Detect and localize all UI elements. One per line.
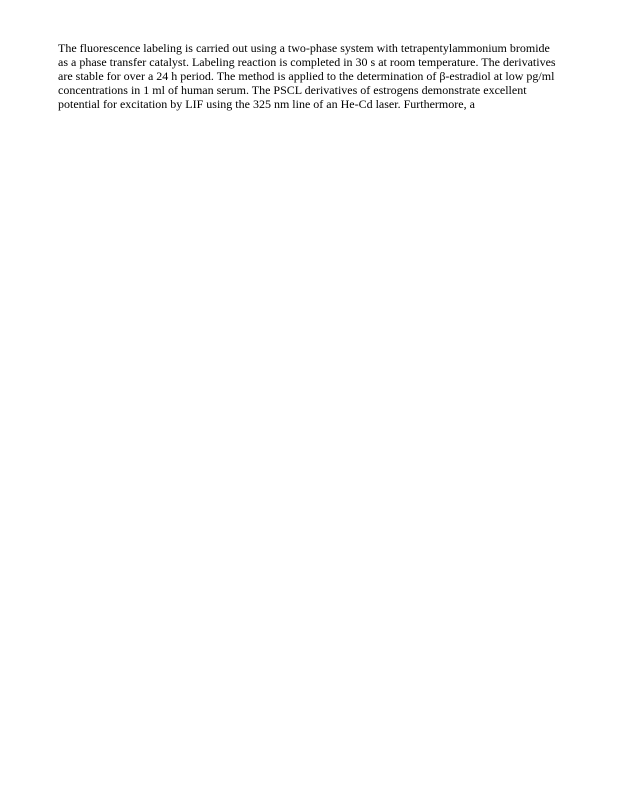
paragraph-line: The fluorescence labeling is carried out using a two-phase system with tetrapentylammonium bromide bbox=[58, 41, 550, 55]
body-paragraph bbox=[58, 41, 588, 111]
paragraph-line: are stable for over a 24 h period. The method is applied to the determination of β-estradiol at low pg/ml bbox=[58, 69, 555, 83]
paragraph-line: potential for excitation by LIF using the 325 nm line of an He-Cd laser. Furthermore, a bbox=[58, 97, 475, 111]
paragraph-line: as a phase transfer catalyst. Labeling reaction is completed in 30 s at room temperature. The derivatives bbox=[58, 55, 556, 69]
paragraph-line: concentrations in 1 ml of human serum. The PSCL derivatives of estrogens demonstrate excellent bbox=[58, 83, 527, 97]
